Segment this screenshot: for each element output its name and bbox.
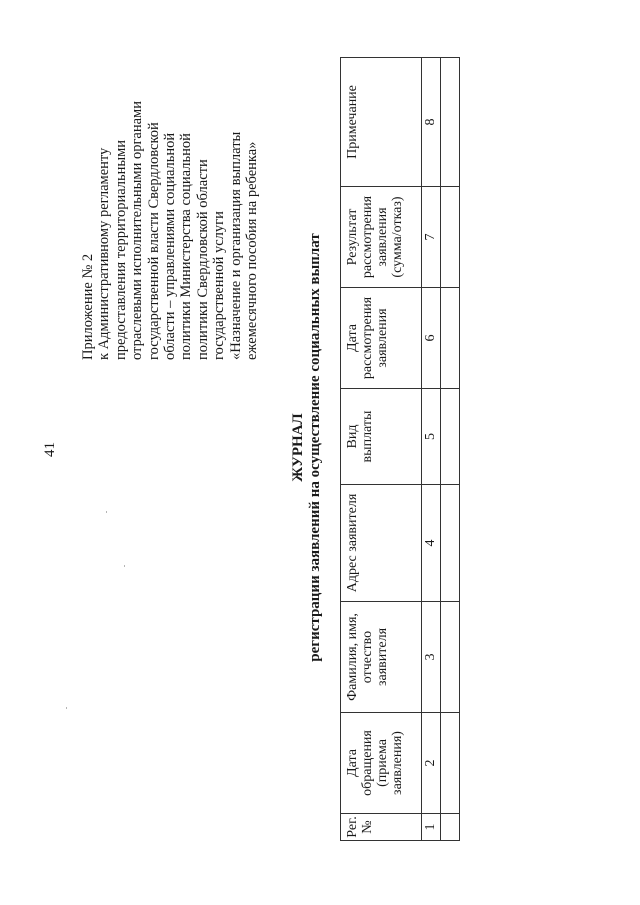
- appendix-line: государственной услуги: [211, 211, 228, 360]
- header-cell-applicant-address: [341, 485, 422, 602]
- header-text: заявления: [375, 207, 390, 267]
- appendix-line: политики Министерства социальной: [178, 133, 195, 360]
- header-text: (приема: [375, 739, 390, 787]
- header-text: (сумма/отказ): [390, 196, 405, 278]
- appendix-line: отраслевыми исполнительными органами: [129, 101, 146, 360]
- table-row: [441, 58, 460, 841]
- page-number: 41: [42, 442, 58, 457]
- header-text: Примечание: [345, 85, 360, 159]
- column-number: 6: [422, 288, 441, 389]
- appendix-line: Приложение № 2: [80, 253, 96, 360]
- appendix-line: области – управлениями социальной: [162, 132, 179, 360]
- empty-cell: [441, 713, 460, 814]
- header-text: рассмотрения: [360, 296, 375, 380]
- empty-cell: [441, 602, 460, 713]
- column-number: 5: [422, 389, 441, 485]
- appendix-line: ежемесячного пособия на ребенка»: [244, 141, 261, 360]
- header-cell-note: [341, 58, 422, 187]
- header-text: заявления: [375, 308, 390, 368]
- journal-table: [340, 57, 460, 841]
- scan-speck: [66, 707, 67, 709]
- header-cell-application-date: [341, 713, 422, 814]
- header-text: обращения: [360, 730, 375, 796]
- header-cell-review-result: [341, 187, 422, 288]
- appendix-line: к Административному регламенту: [96, 147, 113, 360]
- column-number: 1: [422, 814, 441, 841]
- header-text: рассмотрения: [360, 195, 375, 279]
- table-header-row: [341, 58, 422, 841]
- header-text: отчество: [360, 630, 375, 684]
- journal-subtitle: регистрации заявлений на осуществление социальных выплат: [307, 233, 323, 662]
- header-text: Результат: [345, 208, 360, 266]
- empty-cell: [441, 288, 460, 389]
- header-text: Фамилия, имя,: [345, 613, 360, 701]
- header-text: выплаты: [360, 410, 375, 463]
- table-numbering-row: [422, 58, 441, 841]
- header-text: Рег.: [345, 816, 360, 838]
- column-number: 7: [422, 187, 441, 288]
- header-text: Дата: [345, 324, 360, 352]
- empty-cell: [441, 814, 460, 841]
- appendix-line: государственной власти Свердловской: [145, 122, 162, 360]
- journal-heading: [290, 50, 324, 845]
- appendix-note: [80, 30, 260, 360]
- column-number: 4: [422, 485, 441, 602]
- header-text: №: [360, 820, 375, 834]
- header-cell-reg-number: [341, 814, 422, 841]
- appendix-line: политики Свердловской области: [194, 159, 211, 360]
- header-text: Адрес заявителя: [345, 493, 360, 593]
- empty-cell: [441, 389, 460, 485]
- header-text: заявителя: [375, 627, 390, 687]
- header-text: Дата: [345, 749, 360, 777]
- appendix-line: предоставления территориальными: [112, 139, 129, 360]
- empty-cell: [441, 187, 460, 288]
- header-text: заявления): [390, 731, 405, 795]
- scan-speck: [106, 511, 107, 513]
- column-number: 8: [422, 58, 441, 187]
- empty-cell: [441, 485, 460, 602]
- column-number: 2: [422, 713, 441, 814]
- header-cell-applicant-name: [341, 602, 422, 713]
- header-cell-review-date: [341, 288, 422, 389]
- empty-cell: [441, 58, 460, 187]
- journal-title: ЖУРНАЛ: [290, 413, 306, 482]
- column-number: 3: [422, 602, 441, 713]
- header-text: Вид: [345, 424, 360, 449]
- appendix-line: «Назначение и организация выплаты: [227, 131, 244, 360]
- header-cell-payment-type: [341, 389, 422, 485]
- scan-speck: [124, 565, 125, 567]
